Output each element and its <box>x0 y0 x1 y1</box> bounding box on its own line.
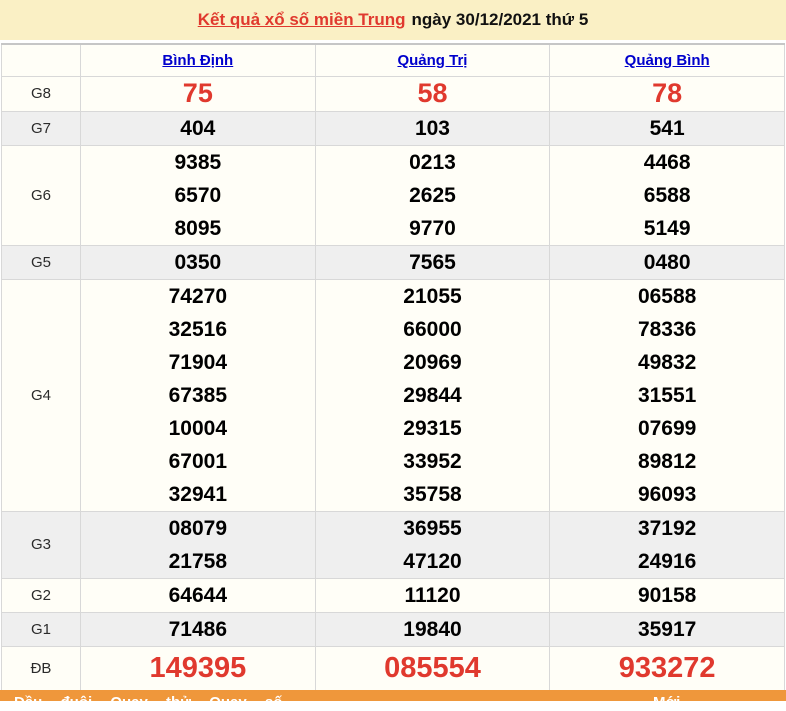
prize-row-g5 <box>2 245 785 279</box>
prize-number: 7565 <box>409 250 456 274</box>
prize-label-đb: ĐB <box>2 646 81 690</box>
prize-numbers-g8-col2 <box>315 76 550 111</box>
province-link-quang-binh[interactable]: Quảng Bình <box>624 51 710 69</box>
prize-number: 6588 <box>643 183 691 207</box>
prize-number: 11120 <box>404 583 461 607</box>
prize-number: 0350 <box>174 250 222 274</box>
prize-number: 19840 <box>403 617 462 641</box>
prize-numbers-g4-col1 <box>81 279 316 511</box>
prize-number: 149395 <box>149 651 247 684</box>
prize-number: 74270 <box>168 284 228 308</box>
footer-right-link-truncated[interactable]: Mới <box>653 694 681 711</box>
prize-label-g2: G2 <box>2 578 81 612</box>
prize-number: 404 <box>180 116 216 140</box>
title-bar <box>0 0 786 40</box>
prize-label-g1: G1 <box>2 612 81 646</box>
prize-number: 933272 <box>618 651 716 684</box>
province-link-quang-tri[interactable]: Quảng Trị <box>397 51 468 69</box>
prize-number: 89812 <box>637 449 697 473</box>
prize-numbers-g5-col2 <box>315 245 550 279</box>
prize-row-g7 <box>2 111 785 145</box>
prize-number: 35917 <box>637 617 697 641</box>
province-header-row <box>2 44 785 76</box>
prize-number: 541 <box>649 116 685 140</box>
prize-label-g5: G5 <box>2 245 81 279</box>
prize-number: 5149 <box>643 216 691 240</box>
prize-numbers-g7-col2 <box>315 111 550 145</box>
prize-number: 103 <box>414 116 450 140</box>
prize-number: 78 <box>652 78 683 108</box>
prize-number: 10004 <box>168 416 228 440</box>
prize-row-g3 <box>2 511 785 578</box>
prize-numbers-g4-col3 <box>550 279 785 511</box>
prize-number: 9385 <box>174 150 222 174</box>
prize-row-đb <box>2 646 785 690</box>
footer-nav-bar <box>0 690 786 711</box>
prize-numbers-g2-col2 <box>315 578 550 612</box>
prize-numbers-g5-col3 <box>550 245 785 279</box>
prize-label-g4: G4 <box>2 279 81 511</box>
prize-number: 67385 <box>168 383 228 407</box>
prize-number: 35758 <box>403 482 462 506</box>
prize-number: 37192 <box>637 516 697 540</box>
prize-number: 90158 <box>637 583 697 607</box>
prize-numbers-g8-col1 <box>81 76 316 111</box>
prize-label-g3: G3 <box>2 511 81 578</box>
prize-number: 24916 <box>637 549 697 573</box>
prize-numbers-g1-col2 <box>315 612 550 646</box>
prize-label-g7: G7 <box>2 111 81 145</box>
results-table <box>1 43 785 691</box>
prize-numbers-g3-col2 <box>315 511 550 578</box>
prize-number: 21758 <box>168 549 228 573</box>
prize-number: 8095 <box>174 216 222 240</box>
prize-number: 2625 <box>409 183 456 207</box>
footer-left-links-truncated[interactable]: Đầu đuôi Quay thử Quay số <box>14 694 283 711</box>
prize-row-g6 <box>2 145 785 245</box>
prize-label-g6: G6 <box>2 145 81 245</box>
prize-numbers-g2-col3 <box>550 578 785 612</box>
prize-number: 49832 <box>637 350 697 374</box>
prize-numbers-đb-col1 <box>81 646 316 690</box>
prize-number: 58 <box>417 78 448 108</box>
prize-numbers-đb-col3 <box>550 646 785 690</box>
prize-numbers-g1-col3 <box>550 612 785 646</box>
prize-number: 67001 <box>168 449 228 473</box>
prize-number: 78336 <box>637 317 697 341</box>
prize-numbers-g6-col2 <box>315 145 550 245</box>
prize-numbers-g8-col3 <box>550 76 785 111</box>
prize-number: 36955 <box>403 516 462 540</box>
prize-numbers-đb-col2 <box>315 646 550 690</box>
prize-number: 66000 <box>403 317 462 341</box>
prize-numbers-g5-col1 <box>81 245 316 279</box>
prize-number: 71904 <box>168 350 228 374</box>
prize-number: 20969 <box>403 350 462 374</box>
prize-label-g8: G8 <box>2 76 81 111</box>
prize-number: 32516 <box>168 317 228 341</box>
prize-number: 64644 <box>168 583 228 607</box>
title-date-text: ngày 30/12/2021 thứ 5 <box>411 10 589 29</box>
prize-numbers-g7-col1 <box>81 111 316 145</box>
prize-row-g2 <box>2 578 785 612</box>
prize-numbers-g6-col3 <box>550 145 785 245</box>
prize-row-g8 <box>2 76 785 111</box>
prize-numbers-g2-col1 <box>81 578 316 612</box>
empty-corner-cell <box>2 44 81 76</box>
province-link-binh-dinh[interactable]: Bình Định <box>162 51 234 69</box>
prize-numbers-g4-col2 <box>315 279 550 511</box>
prize-number: 0213 <box>409 150 456 174</box>
prize-number: 75 <box>182 78 213 108</box>
prize-number: 32941 <box>168 482 228 506</box>
prize-number: 96093 <box>637 482 697 506</box>
prize-number: 4468 <box>643 150 691 174</box>
prize-number: 47120 <box>403 549 462 573</box>
prize-number: 71486 <box>168 617 228 641</box>
prize-number: 0480 <box>643 250 691 274</box>
prize-number: 21055 <box>403 284 462 308</box>
prize-number: 06588 <box>637 284 697 308</box>
prize-numbers-g6-col1 <box>81 145 316 245</box>
prize-row-g4 <box>2 279 785 511</box>
prize-numbers-g3-col1 <box>81 511 316 578</box>
prize-number: 07699 <box>637 416 697 440</box>
prize-number: 08079 <box>168 516 228 540</box>
prize-number: 33952 <box>403 449 462 473</box>
prize-number: 085554 <box>384 651 481 684</box>
title-region-link[interactable]: Kết quả xổ số miền Trung <box>197 10 406 29</box>
prize-number: 29844 <box>403 383 462 407</box>
prize-numbers-g3-col3 <box>550 511 785 578</box>
prize-number: 6570 <box>174 183 222 207</box>
prize-number: 9770 <box>409 216 456 240</box>
prize-row-g1 <box>2 612 785 646</box>
prize-numbers-g1-col1 <box>81 612 316 646</box>
prize-number: 31551 <box>637 383 697 407</box>
prize-numbers-g7-col3 <box>550 111 785 145</box>
prize-number: 29315 <box>403 416 462 440</box>
